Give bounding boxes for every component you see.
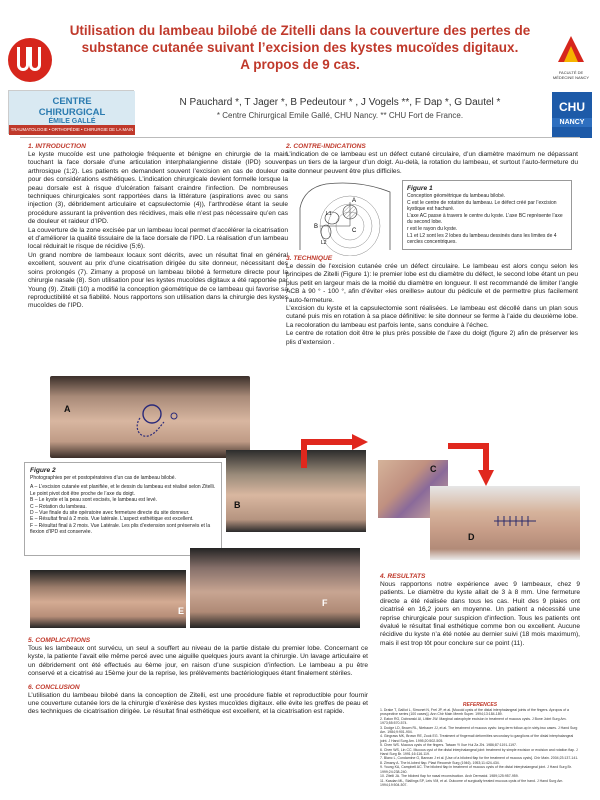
authors: N Pauchard *, T Jager *, B Pedeutour * , J Vogels **, F Dap *, G Dautel *: [179, 97, 501, 108]
photo-d-final-closure: [430, 486, 580, 560]
photo-a-preoperative-design: [50, 376, 250, 458]
reference-item: 2. Eaton RG, Dobranski AI, Littler JW. Marginal osteophyte excision in treatment of mucous cysts. J Bone Joint Surg Am. 1973;55:570-574.: [380, 716, 567, 726]
reference-item: 1. Drake T, Galliot L, Simonet N, Frel JP, et al. [Mucoid cysts of the distal interphalangeal joints of the fingers. Apropos of a prospective series (100 cases)]. Ann Chir Main Memb Super. 1994;13:184-189.: [380, 708, 569, 717]
figure-1-line-1: Conception géométrique du lambeau bilobé.: [407, 193, 506, 199]
arrow-c-to-d-icon: [446, 440, 506, 486]
contre-indications-paragraph: L’indication de ce lambeau est un défect cutané circulaire, d’un diamètre maximum ne dépassant pas un tiers de la largeur d’un doigt. Au-delà, la rotation du lambeau, et surtout l’auto-fermeture du site donneur peuvent être plus difficiles.: [286, 151, 578, 175]
technique-section: [286, 254, 578, 347]
technique-paragraph-2: L’excision du kyste et la capsulectomie sont réalisées. Le lambeau est décollé dans un plan sous cutané puis mis en rotation à sa place définitive: le site donneur se ferme à l’aide du deuxième lobe. La recoloration du lambeau est parfois lente, sans conduire à l’échec.: [286, 305, 578, 329]
resultats-heading: 4. RESULTATS: [380, 573, 426, 580]
chu-logo-line-1: CHU: [559, 100, 585, 114]
figure-2-item-a: A – L’excision cutanée est planifiée, et le dessin du lambeau est réalisé selon Zitelli. Le point pivot doit être proche de l’axe du doigt.: [30, 484, 216, 497]
reference-item: 3. Dodge LD, Brown RL, Niebauer JJ, et al. The treatment of mucous cysts: long-term follow-up in sixty-two cases. J Hand Surg Am. 1984;9:901-904.: [380, 725, 578, 735]
figure-1-line-2: C est le centre de rotation du lambeau. Le défect créé par l’excision kystique est hachuré.: [407, 199, 557, 213]
complications-conclusion-section: [28, 636, 368, 717]
photo-f-label: F: [322, 598, 328, 608]
title-line-1: Utilisation du lambeau bilobé de Zitelli dans la couverture des pertes de: [69, 23, 531, 38]
figure-2-item-b: B – Le kyste et la peau sont excisés, le lambeau est levé.: [30, 497, 158, 504]
introduction-paragraph-2: La couverture de la zone excisée par un lambeau local permet d’accélérer la cicatrisation et d’améliorer la qualité tissulaire de la face dorsale de l’IPD. La réalisation d’un lambeau local réduirait le risque de récidive (5;6).: [28, 226, 288, 251]
introduction-paragraph-1: Le kyste mucoïde est une pathologie fréquente et bénigne en chirurgie de la main touchant la face dorsale d’une articulation interphalangienne distale (IPD) souvent arthrosique (1;2). Les patients en demandent souvent l’excision en cas de douleur ou pour des considérations esthétiques. L’indication chirurgicale devient formelle lorsque la peau dorsale est à risque d’ulcération faisant craindre l’infection. De nombreuses techniques chirurgicales sont rapportées dans la littérature (aspirations avec ou sans injection (3), débridement articulaire et capsulectomie (4)), l’arthrodèse étant la seule procédure assurant la prévention des récidives, mais elle n’est pas nécessaire qu’en cas de douleur et raideur d’IPD.: [28, 151, 288, 226]
figure-1-diagram: [290, 172, 400, 256]
figure-1-line-4: r est le rayon du kyste.: [407, 225, 458, 232]
figure-2-item-e: E – Résultat final à 2 mois. Vue latérale. L’aspect esthétique est excellent.: [30, 516, 194, 523]
figure-2-caption: [24, 462, 222, 556]
figure-2-item-d: D – Vue finale du site opératoire avec fermeture directe du site donneur.: [30, 510, 190, 517]
photo-a-label: A: [64, 404, 71, 414]
lobe-l2: [321, 225, 331, 239]
photo-f-result-flexion: [190, 548, 360, 628]
cce-line-1: CENTRE: [52, 96, 92, 107]
figure-1-line-5: L1 et L2 sont les 2 lobes du lambeau dessinés dans les limites de 4 cercles concentriques.: [407, 232, 557, 246]
arrow-b-to-c-icon: [300, 434, 370, 470]
affiliations: * Centre Chirurgical Emile Gallé, CHU Nancy. ** CHU Fort de France.: [216, 111, 464, 120]
suture-icon: [490, 506, 540, 536]
figure-1-line-3: L’axe AC passe à travers le centre du kyste. L’axe BC représente l’axe du second lobe.: [407, 212, 563, 226]
title-line-3: A propos de 9 cas.: [240, 57, 360, 72]
references-title: REFERENCES: [462, 702, 498, 708]
complications-paragraph: Tous les lambeaux ont survécu, un seul a souffert au niveau de la partie distale du premier lobe. Concernant ce kyste, la patiente l’avait elle même percé avec une aiguille quelques jours avant la chirurgie. Un lavage articulaire et un débridement ont été effectués au 6ème jour, en raison d’une suspicion d’infection. Le lambeau a pu être conservé et a cicatrisé au 15ème jour de la reprise, les prélèvements bactériologiques étant finalement stériles.: [28, 645, 368, 678]
cce-line-2: CHIRURGICAL: [38, 107, 106, 118]
photo-e-result-lateral: [30, 570, 186, 628]
point-b-label: B: [314, 224, 319, 230]
figure-1-title: Figure 1: [407, 185, 433, 192]
reference-item: 6. Chen WS, Lin CC. Mucous cyst of the distal interphalangeal joint: treatment by simple excision or excision and rotation flap. J Hand Surg Br. 1991;16:116-119.: [380, 747, 578, 757]
faculty-logo-text: FACULTÉ DE MÉDECINE NANCY: [552, 70, 590, 80]
references-section: [380, 702, 580, 787]
technique-heading: 3. TECHNIQUE: [286, 255, 333, 262]
cce-logo-name: [9, 91, 135, 125]
reference-item: 10. Zitelli JA. The bilobed flap for nasal reconstruction. Arch Dermatol. 1989;125:957-959.: [380, 774, 519, 779]
technique-paragraph-1: Le dessin de l’excision cutanée crée un défect circulaire. Le lambeau est alors conçu selon les principes de Zitelli (Figure 1): le premier lobe est du diamètre du défect, le second lobe étant un peu plus petit en largeur mais de la moitié du diamètre en longueur. Il est recommandé de limiter l’angle ACB à 90 ° - 100 °, afin d’éviter «les oreilles» autour du pédicule et de permettre plus facilement l’auto-fermeture.: [286, 263, 578, 304]
figure-2-subtitle: Photographies per et postopératoires d’un cas de lambeau bilobé.: [30, 475, 176, 481]
reference-item: 11. Kasdan ML, Stallings SP, Leis VM, et al. Outcome of surgically treated mucous cysts of the hand. J Hand Surg Am. 1994;19:504-507.: [380, 778, 564, 787]
resultats-paragraph: Nous rapportons notre expérience avec 9 lambeaux, chez 9 patients. Le diamètre du kyste allait de 3 à 8 mm. Une fermeture directe a été réalisée dans tous les cas. Huit des 9 plaies ont cicatrisé en 16,2 jours en moyenne. Un patient a nécessité une reprise chirurgicale pour suspicion d’infection. Tous les patients ont évalué le résultat final esthétique comme bon ou excellent. Aucune récidive du kyste n’a été notée au dernier suivi (18 mois maximum), mais il est trop tôt pour conclure sur ce point (11).: [380, 581, 580, 647]
photo-d-label: D: [468, 532, 475, 542]
introduction-heading: 1. INTRODUCTION: [28, 143, 86, 150]
university-logo-u2: [29, 47, 41, 71]
faculty-logo: [550, 32, 592, 86]
figure-1-caption: [402, 180, 572, 250]
university-logo-u1: [17, 47, 29, 71]
contre-indications-heading: 2. CONTRE-INDICATIONS: [286, 143, 366, 150]
centre-chirurgical-logo: [8, 90, 134, 134]
poster-title: [60, 22, 540, 73]
photo-b-label: B: [234, 500, 241, 510]
introduction-section: [28, 142, 288, 311]
photo-c-label: C: [430, 464, 437, 474]
chu-nancy-logo: [552, 92, 592, 138]
figure-2-item-f: F – Résultat final à 2 mois. Vue Latérale. Les plis d’extension sont préservés et la flexion d’IPD est conservée.: [30, 522, 211, 536]
conclusion-paragraph: L’utilisation du lambeau bilobé dans la conception de Zitelli, est une procédure fiable et reproductible pour fournir une couverture cutanée lors de la chirurgie d’exérèse des kystes mucoïdes digitaux. elle évite les greffes de peau et des techniques de cicatrisation dirigée. Le résultat final esthétique est excellent, et la cicatrisation est rapide.: [28, 691, 368, 716]
photo-e-label: E: [178, 606, 185, 616]
chu-logo-line-2: NANCY: [552, 118, 592, 127]
cce-line-3: ÉMILE GALLÉ: [48, 118, 96, 125]
point-c-label: C: [352, 228, 357, 234]
point-a-label: A: [352, 198, 357, 204]
flap-drawing-icon: [130, 396, 190, 446]
resultats-section: [380, 572, 580, 648]
figure-2-title: Figure 2: [30, 467, 56, 474]
university-logo: [8, 38, 52, 82]
reference-item: 7. Blanc L, Condamine G, Bannan J et al. [Use of a bilobed flap for the treatment of mucous cysts]. Chir Main. 2004;23:137-141.: [380, 756, 579, 761]
cce-logo-bar: TRAUMATOLOGIE • ORTHOPÉDIE • CHIRURGIE DE LA MAIN: [9, 125, 135, 135]
lobe-l2-label: L2: [321, 240, 327, 246]
title-line-2: substance cutanée suivant l’excision des kystes mucoïdes digitaux.: [81, 40, 519, 55]
lobe-l1-label: L1: [326, 211, 332, 217]
reference-item: 4. Gingrass MK, Brown RE, Zook EG. Treatment of fingernail deformities secondary to ganglions of the distal interphalangeal joint. J Hand Surg Am. 1995;20:502-505.: [380, 734, 574, 743]
conclusion-heading: 6. CONCLUSION: [28, 683, 80, 691]
complications-heading: 5. COMPLICATIONS: [28, 637, 91, 644]
introduction-paragraph-3: Un grand nombre de lambeaux locaux sont décrits, avec un résultat final en général excellent, souvent au prix d’une cicatrisation dirigée du site donneur, nécessitant des soins prolongés (7). Zimany a proposé un lambeau bilobé à fermeture directe pour la chirurgie nasale (8). Son utilisation pour les kystes mucoïdes digitaux a été rapportée par Young (9). Zitelli (10) a modifié la conception géométrique de ce lambeau qui favorise sa reproductibilité et sa fiabilité. Nous rapportons son utilisation dans la chirurgie des kystes mucoïdes de l’IPD.: [28, 251, 288, 310]
reference-item: 5. Chen WS. Mucous cysts of the fingers. Taiwan Yi Xue Hui Za Zhi. 1986;87:1191-1197.: [380, 743, 517, 748]
reference-item: 8. Zimany A. The bi-lobed flap. Plast Reconstr Surg (1946). 1953;11:424-434.: [380, 760, 500, 765]
figure-2-item-c: C – Rotation du lambeau.: [30, 503, 87, 510]
faculty-emblem-icon: [554, 32, 588, 66]
header-divider: [20, 137, 580, 138]
technique-paragraph-3: Le centre de rotation doit être le plus près possible de l’axe du doigt (figure 2) afin de préserver les plis d’extension .: [286, 330, 578, 346]
reference-item: 9. Young KA, Campbell AC. The bilobed flap in treatment of mucous cysts of the distal interphalangeal joint. J Hand Surg Br. 1999;24:238-240.: [380, 765, 572, 774]
